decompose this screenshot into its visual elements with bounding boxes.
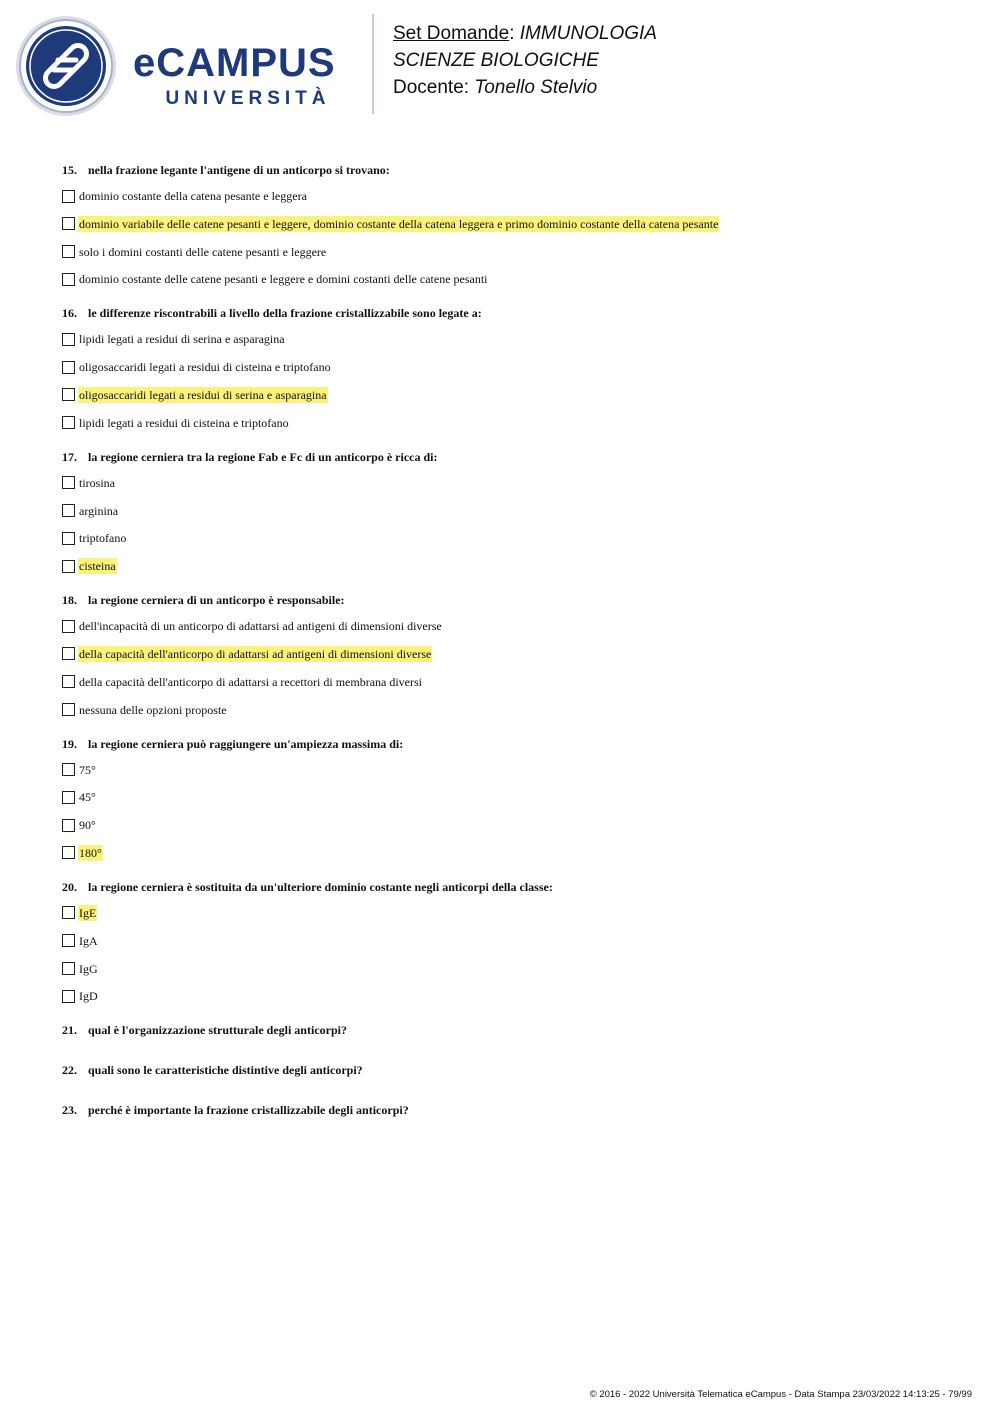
answer-checkbox[interactable] [62,504,75,517]
question-text: qual è l'organizzazione strutturale degli anticorpi? [88,1023,347,1038]
answer-option[interactable] [62,473,962,493]
answer-option[interactable] [62,501,962,521]
answer-checkbox[interactable] [62,791,75,804]
answer-text: dominio costante della catena pesante e leggera [79,189,307,203]
answer-option-correct[interactable] [62,385,962,405]
answer-text: triptofano [79,531,127,546]
answer-text: 75° [79,762,96,777]
answer-text: nessuna delle opzioni proposte [79,702,227,717]
answer-checkbox[interactable] [62,990,75,1003]
answer-text-highlighted: della capacità dell'anticorpo di adattarsi ad antigeni di dimensioni diverse [79,646,432,661]
questions-content [62,160,962,1140]
header-info [393,20,657,101]
answer-option-correct[interactable] [62,214,962,234]
answer-option[interactable] [62,242,962,262]
question-title [62,877,962,897]
answer-option[interactable] [62,787,962,807]
set-separator: : [509,23,520,44]
answer-option[interactable] [62,986,962,1006]
question-19 [62,734,962,863]
answer-checkbox[interactable] [62,703,75,716]
answer-checkbox[interactable] [62,361,75,374]
question-number: 15. [62,163,77,177]
answer-text: lipidi legati a residui di serina e asparagina [79,332,285,347]
question-title [62,590,962,610]
answer-checkbox[interactable] [62,620,75,633]
answer-text: lipidi legati a residui di cisteina e triptofano [79,415,289,430]
docente-line [393,74,657,101]
answer-checkbox[interactable] [62,333,75,346]
answer-text: 45° [79,790,96,805]
question-title [62,734,962,754]
question-text: le differenze riscontrabili a livello della frazione cristallizzabile sono legate a: [88,306,482,321]
docente-name: Tonello Stelvio [474,77,598,98]
answer-option[interactable] [62,186,962,206]
ecampus-wordmark [133,40,358,112]
set-label: Set Domande [393,23,510,44]
set-value: IMMUNOLOGIA [519,23,657,44]
answer-option[interactable] [62,357,962,377]
question-number: 19. [62,736,77,751]
ecampus-seal-logo [14,14,118,118]
answer-option[interactable] [62,528,962,548]
question-text: la regione cerniera è sostituita da un'ulteriore dominio costante negli anticorpi della classe: [88,879,553,894]
answer-text-highlighted: IgE [79,905,97,920]
answer-text-highlighted: 180° [79,845,102,860]
question-number: 21. [62,1023,77,1038]
answer-text-highlighted: cisteina [79,559,116,574]
answer-checkbox[interactable] [62,416,75,429]
question-text: perché è importante la frazione cristallizzabile degli anticorpi? [88,1103,409,1118]
answer-text: IgG [79,961,98,976]
set-line [393,20,657,47]
answer-checkbox[interactable] [62,388,75,401]
answer-text: IgA [79,933,98,948]
answer-checkbox[interactable] [62,647,75,660]
answer-checkbox[interactable] [62,245,75,258]
answer-option-correct[interactable] [62,843,962,863]
open-question-23 [62,1100,962,1120]
question-text: la regione cerniera di un anticorpo è responsabile: [88,593,345,608]
answer-option[interactable] [62,413,962,433]
page-footer: © 2016 - 2022 Università Telematica eCampus - Data Stampa 23/03/2022 14:13:25 - 79/99 [589,1389,972,1400]
brand-name: eCAMPUS [133,41,336,85]
answer-checkbox[interactable] [62,819,75,832]
brand-subtitle: UNIVERSITÀ [165,88,331,109]
question-17 [62,447,962,576]
answer-text-highlighted: oligosaccaridi legati a residui di serina e asparagina [79,387,327,402]
answer-text: solo i domini costanti delle catene pesanti e leggere [79,244,327,259]
answer-option[interactable] [62,959,962,979]
question-16 [62,303,962,432]
question-text: la regione cerniera tra la regione Fab e Fc di un anticorpo è ricca di: [88,449,438,464]
answer-text: 90° [79,818,96,833]
header-divider [372,14,374,114]
answer-checkbox[interactable] [62,962,75,975]
answer-checkbox[interactable] [62,217,75,230]
answer-option-correct[interactable] [62,644,962,664]
question-20 [62,877,962,1006]
question-text: nella frazione legante l'antigene di un anticorpo si trovano: [88,163,390,177]
question-18 [62,590,962,719]
answer-option-correct[interactable] [62,903,962,923]
question-number: 23. [62,1103,77,1118]
answer-checkbox[interactable] [62,190,75,203]
answer-checkbox[interactable] [62,846,75,859]
answer-option[interactable] [62,329,962,349]
answer-text: dominio costante delle catene pesanti e leggere e domini costanti delle catene pesanti [79,272,488,287]
answer-option[interactable] [62,269,962,289]
open-question-21 [62,1020,962,1040]
question-15 [62,160,962,289]
question-text: quali sono le caratteristiche distintive degli anticorpi? [88,1063,363,1078]
open-question-22 [62,1060,962,1080]
answer-text: della capacità dell'anticorpo di adattarsi a recettori di membrana diversi [79,674,423,689]
question-number: 16. [62,306,77,321]
question-title [62,447,962,467]
course-name: SCIENZE BIOLOGICHE [393,50,599,71]
docente-label: Docente: [393,77,475,98]
answer-text: oligosaccaridi legati a residui di cisteina e triptofano [79,360,331,375]
answer-option[interactable] [62,616,962,636]
answer-option[interactable] [62,672,962,692]
answer-text: tirosina [79,475,115,490]
answer-checkbox[interactable] [62,763,75,776]
answer-checkbox[interactable] [62,476,75,489]
answer-option[interactable] [62,931,962,951]
answer-option[interactable] [62,700,962,720]
answer-text: IgD [79,989,98,1004]
question-text: la regione cerniera può raggiungere un'ampiezza massima di: [88,736,404,751]
question-number: 22. [62,1063,77,1078]
answer-checkbox[interactable] [62,675,75,688]
answer-option[interactable] [62,815,962,835]
answer-text-highlighted: dominio variabile delle catene pesanti e leggere, dominio costante della catena leggera e primo dominio costante della catena pesante [79,216,719,231]
answer-option-correct[interactable] [62,556,962,576]
question-title [62,160,962,180]
question-number: 20. [62,879,77,894]
answer-text: arginina [79,503,119,518]
answer-checkbox[interactable] [62,560,75,573]
answer-checkbox[interactable] [62,273,75,286]
answer-checkbox[interactable] [62,532,75,545]
answer-checkbox[interactable] [62,906,75,919]
answer-checkbox[interactable] [62,934,75,947]
answer-text: dell'incapacità di un anticorpo di adattarsi ad antigeni di dimensioni diverse [79,619,442,634]
question-number: 17. [62,449,77,464]
course-line [393,47,657,74]
page-header [0,0,1000,130]
question-number: 18. [62,593,77,608]
question-title [62,303,962,323]
answer-option[interactable] [62,760,962,780]
